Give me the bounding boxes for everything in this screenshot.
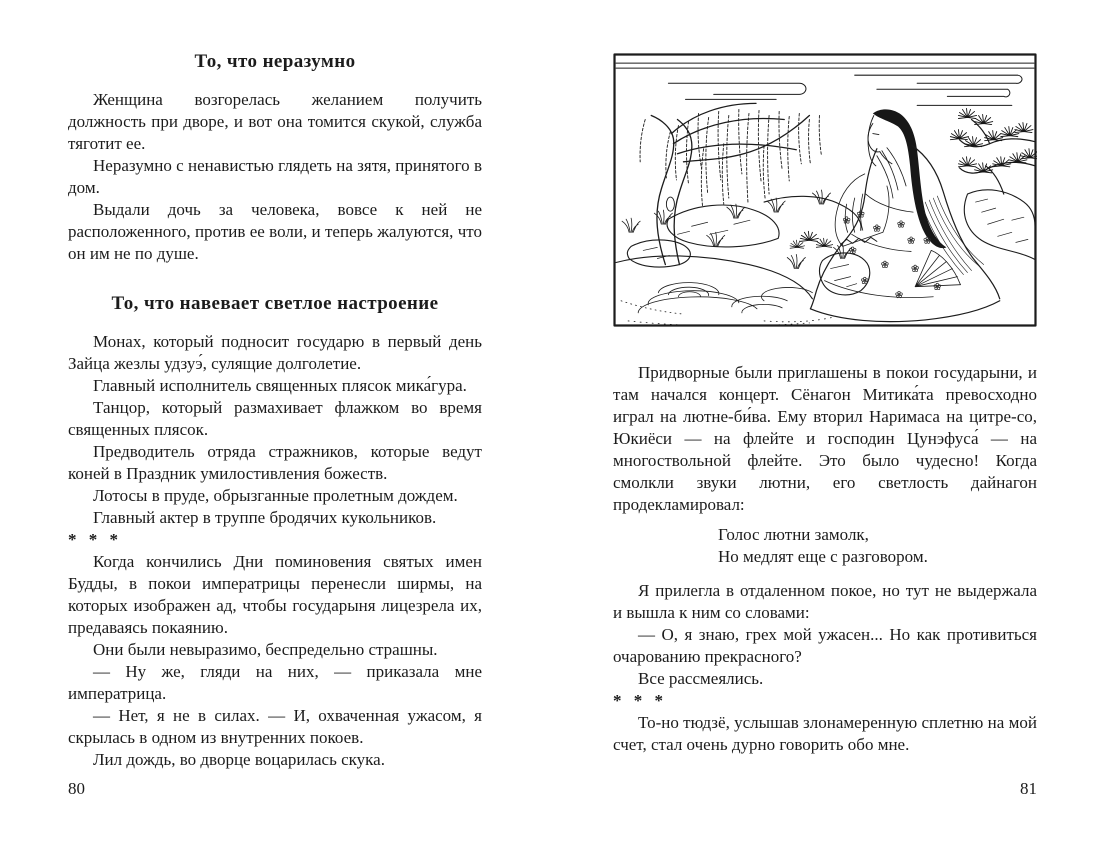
- face: [868, 115, 892, 165]
- page-number-right: 81: [1020, 779, 1037, 798]
- pine-branch: [950, 108, 1037, 194]
- paragraph: Главный исполнитель священных плясок мика́гура.: [93, 376, 467, 395]
- page-number-left: 80: [68, 779, 85, 798]
- hair: [873, 109, 947, 248]
- verse: [718, 524, 1037, 568]
- asterisk-separator: * * *: [68, 530, 122, 549]
- stream: [621, 283, 835, 326]
- asterisk-separator: * * *: [613, 691, 667, 710]
- paragraph: Неразумно с ненавистью глядеть на зятя, принятого в дом.: [68, 156, 482, 197]
- illustration-frame: [615, 55, 1036, 326]
- clouds: [616, 63, 1034, 105]
- verse-line: Голос лютни замолк,: [718, 525, 869, 544]
- paragraph: Когда кончились Дни поминовения святых имен Будды, в покои императрицы перенесли ширмы, на которых изображен ад, чтобы государыня лицезрела их, предаваясь покаянию.: [68, 552, 482, 637]
- paragraph: Танцор, который размахивает флажком во время священных плясок.: [68, 398, 482, 439]
- court-lady: [810, 109, 999, 321]
- right-page: [613, 53, 1037, 756]
- paragraph: Лил дождь, во дворце воцарилась скука.: [93, 750, 385, 769]
- paragraph: — О, я знаю, грех мой ужасен... Но как противиться очарованию прекрасного?: [613, 625, 1037, 666]
- paragraph: Лотосы в пруде, обрызганные пролетным дождем.: [93, 486, 458, 505]
- foliage-sprigs: [790, 231, 833, 248]
- section-heading: То, что неразумно: [194, 51, 356, 72]
- kimono-outline: [810, 146, 999, 322]
- paragraph: — Ну же, гляди на них, — приказала мне императрица.: [68, 662, 482, 703]
- paragraph: Женщина возгорелась желанием получить должность при дворе, и вот она томится скукой, служба тяготит ее.: [68, 90, 482, 153]
- paragraph: Все рассмеялись.: [638, 669, 764, 688]
- paragraph: Выдали дочь за человека, вовсе к ней не расположенного, против ее воли, и теперь жалуются, что он им не по душе.: [68, 200, 482, 263]
- paragraph: Главный актер в труппе бродячих кукольников.: [93, 508, 437, 527]
- left-page: [68, 50, 482, 771]
- right-page-text: [613, 362, 1037, 756]
- verse-line: Но медлят еще с разговором.: [718, 547, 928, 566]
- section-heading: То, что навевает светлое настроение: [111, 293, 439, 314]
- paragraph: Придворные были приглашены в покои государыни, и там начался концерт. Сёнагон Митика́та превосходно играл на лютне-би́ва. Ему вторил Наримаса на цитре-со, Юкиёси — на флейте и господин Цунэфуса́ — на многоствольной флейте. Это было чудесно! Когда смолкли звуки лютни, его светлость дайнагон продекламировал:: [613, 363, 1037, 514]
- paragraph: То-но тюдзё, услышав злонамеренную сплетню на мой счет, стал очень дурно говорить обо мне.: [613, 713, 1037, 754]
- paragraph: Предводитель отряда стражников, которые ведут коней в Праздник умилостивления божеств.: [68, 442, 482, 483]
- paragraph: Я прилегла в отдаленном покое, но тут не выдержала и вышла к ним со словами:: [613, 581, 1037, 622]
- illustration: [613, 53, 1037, 327]
- paragraph: — Нет, я не в силах. — И, охваченная ужасом, я скрылась в одном из внутренних покоев.: [68, 706, 482, 747]
- paragraph: Они были невыразимо, беспредельно страшны.: [93, 640, 438, 659]
- rocky-bank: [964, 190, 1035, 260]
- paragraph: Монах, который подносит государю в первый день Зайца жезлы удзуэ́, сулящие долголетие.: [68, 332, 482, 373]
